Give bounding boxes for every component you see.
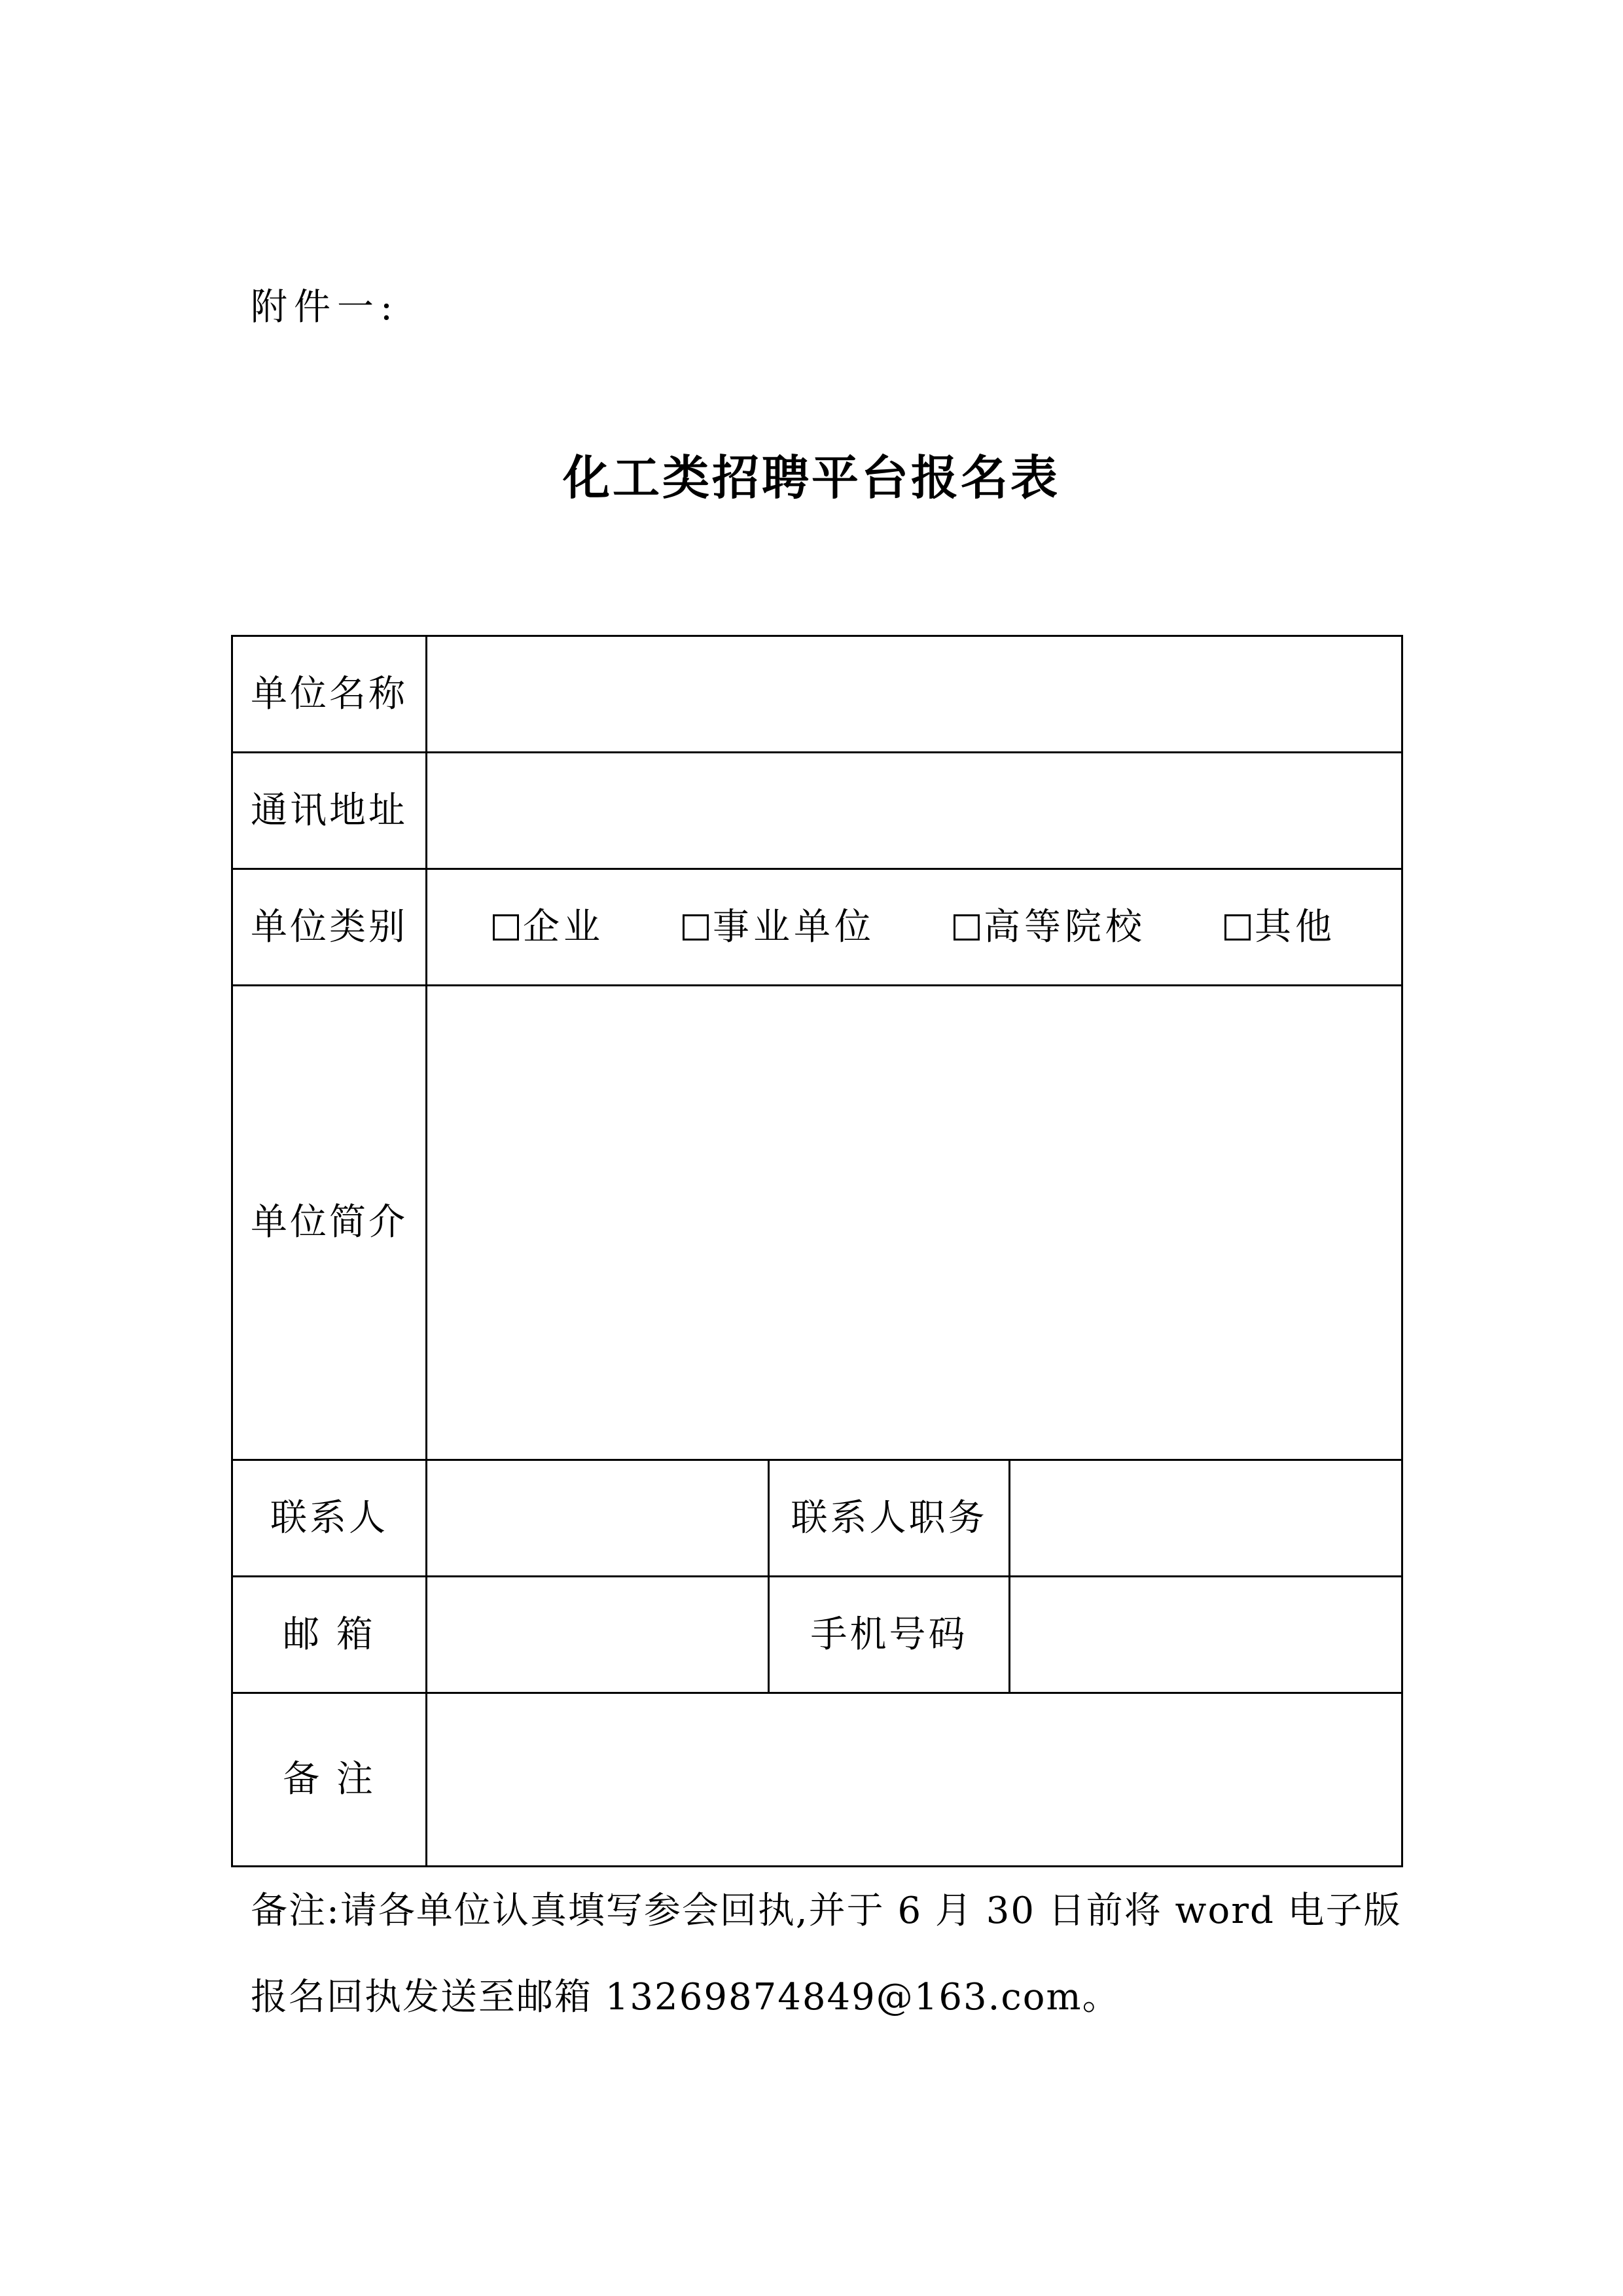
category-option-label: 事业单位 <box>713 905 875 948</box>
contact-title-label: 联系人职务 <box>769 1460 1010 1577</box>
unit-name-label: 单位名称 <box>232 636 427 753</box>
document-title: 化工类招聘平台报名表 <box>562 450 1060 505</box>
category-options-cell <box>427 869 1402 986</box>
intro-label: 单位简介 <box>232 986 427 1460</box>
email-label: 邮 箱 <box>232 1577 427 1693</box>
attachment-label: 附件一: <box>251 286 399 329</box>
contact-field[interactable] <box>427 1460 769 1577</box>
category-label: 单位类别 <box>232 869 427 986</box>
category-option-public-institution[interactable] <box>683 905 875 950</box>
address-field[interactable] <box>427 753 1402 869</box>
remarks-label: 备 注 <box>232 1693 427 1867</box>
category-option-other[interactable] <box>1224 905 1336 950</box>
checkbox-icon[interactable] <box>954 914 980 941</box>
category-option-label: 企业 <box>523 905 604 948</box>
category-option-label: 其他 <box>1255 905 1336 948</box>
row-intro <box>232 986 1402 1460</box>
email-field[interactable] <box>427 1577 769 1693</box>
category-options <box>427 905 1401 950</box>
registration-form-table <box>231 635 1403 1867</box>
checkbox-icon[interactable] <box>683 914 709 941</box>
row-contact <box>232 1460 1402 1577</box>
row-unit-name <box>232 636 1402 753</box>
category-option-enterprise[interactable] <box>493 905 604 950</box>
phone-label: 手机号码 <box>769 1577 1010 1693</box>
checkbox-icon[interactable] <box>1224 914 1251 941</box>
row-email-phone <box>232 1577 1402 1693</box>
row-address <box>232 753 1402 869</box>
footnote-line-2: 报名回执发送至邮箱 13269874849@163.com。 <box>251 1976 1120 2018</box>
category-option-university[interactable] <box>954 905 1146 950</box>
contact-title-field[interactable] <box>1010 1460 1402 1577</box>
remarks-field[interactable] <box>427 1693 1402 1867</box>
row-remarks <box>232 1693 1402 1867</box>
footnote-line-1: 备注:请各单位认真填写参会回执,并于 6 月 30 日前将 word 电子版 <box>251 1890 1402 1932</box>
phone-field[interactable] <box>1010 1577 1402 1693</box>
contact-label: 联系人 <box>232 1460 427 1577</box>
address-label: 通讯地址 <box>232 753 427 869</box>
row-category <box>232 869 1402 986</box>
unit-name-field[interactable] <box>427 636 1402 753</box>
checkbox-icon[interactable] <box>493 914 519 941</box>
intro-field[interactable] <box>427 986 1402 1460</box>
category-option-label: 高等院校 <box>984 905 1146 948</box>
